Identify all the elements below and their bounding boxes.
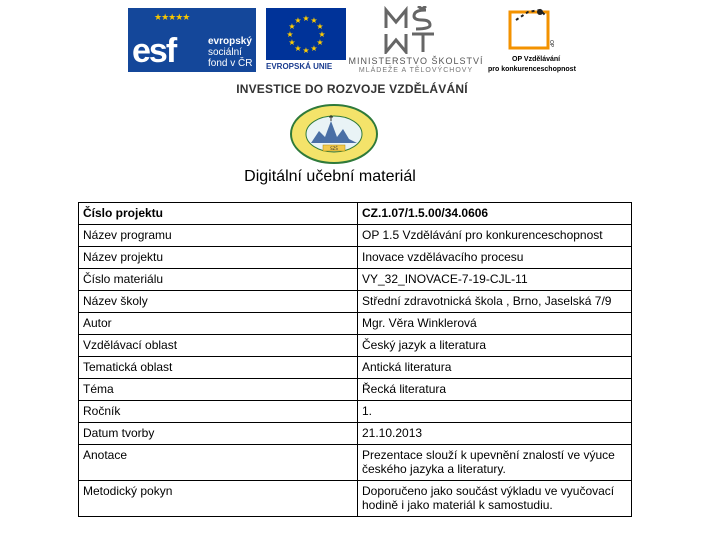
table-row (79, 225, 632, 247)
svg-text:★: ★ (310, 16, 318, 25)
table-key: Tematická oblast (79, 357, 358, 379)
table-key: Název projektu (79, 247, 358, 269)
table-row (79, 313, 632, 335)
svg-text:★: ★ (302, 46, 310, 55)
msmt-line2: MLÁDEŽE A TĚLOVÝCHOVY (358, 67, 474, 74)
table-row (79, 481, 632, 517)
eu-flag-icon (266, 8, 346, 60)
table-value: Prezentace slouží k upevnění znalostí ve výuce českého jazyka a literatury. (358, 445, 632, 481)
table-row (79, 291, 632, 313)
table-row (79, 357, 632, 379)
table-value: Řecká literatura (358, 379, 632, 401)
table-value: Český jazyk a literatura (358, 335, 632, 357)
table-row (79, 247, 632, 269)
esf-logo-letters: esf (132, 32, 176, 70)
table-key: Anotace (79, 445, 358, 481)
svg-text:★: ★ (294, 44, 302, 53)
svg-text:★: ★ (302, 14, 310, 23)
table-row (79, 423, 632, 445)
svg-text:★: ★ (294, 16, 302, 25)
table-value: Antická literatura (358, 357, 632, 379)
table-header-row (79, 203, 632, 225)
esf-logo-text: evropský sociální fond v ČR (208, 36, 253, 69)
table-value: 21.10.2013 (358, 423, 632, 445)
table-value: CZ.1.07/1.5.00/34.0606 (358, 203, 632, 225)
op-line1: OP Vzdělávání (512, 56, 561, 63)
table-key: Vzdělávací oblast (79, 335, 358, 357)
investice-banner: INVESTICE DO ROZVOJE VZDĚLÁVÁNÍ (236, 82, 468, 96)
table-value: Inovace vzdělávacího procesu (358, 247, 632, 269)
svg-text:★: ★ (288, 22, 296, 31)
table-value: Doporučeno jako součást výkladu ve vyučovací hodině i jako materiál k samostudiu. (358, 481, 632, 517)
table-row (79, 379, 632, 401)
op-mark-icon (506, 6, 554, 52)
table-value: VY_32_INOVACE-7-19-CJL-11 (358, 269, 632, 291)
school-logo-icon (287, 103, 381, 165)
op-line2: pro konkurenceschopnost (488, 66, 576, 73)
table-row (79, 335, 632, 357)
svg-text:★: ★ (288, 38, 296, 47)
table-key: Název programu (79, 225, 358, 247)
table-value: OP 1.5 Vzdělávání pro konkurenceschopnost (358, 225, 632, 247)
svg-text:SZŠ: SZŠ (330, 146, 338, 151)
op-logo (488, 6, 580, 76)
logo-bar (0, 0, 720, 110)
esf-stars-icon: ★★★★★ (154, 12, 190, 22)
table-value: Mgr. Věra Winklerová (358, 313, 632, 335)
svg-text:★: ★ (318, 30, 326, 39)
msmt-logo (348, 6, 484, 76)
svg-text:★: ★ (286, 30, 294, 39)
table-key: Název školy (79, 291, 358, 313)
table-key: Ročník (79, 401, 358, 423)
table-key: Číslo projektu (79, 203, 358, 225)
msmt-mark-icon (382, 6, 442, 54)
table-key: Téma (79, 379, 358, 401)
esf-logo (128, 8, 256, 72)
table-key: Číslo materiálu (79, 269, 358, 291)
table-key: Metodický pokyn (79, 481, 358, 517)
table-row (79, 445, 632, 481)
table-value: Střední zdravotnická škola , Brno, Jaselská 7/9 (358, 291, 632, 313)
eu-logo (266, 8, 346, 72)
svg-text:★: ★ (316, 22, 324, 31)
table-value: 1. (358, 401, 632, 423)
svg-text:★: ★ (310, 44, 318, 53)
eu-label: EVROPSKÁ UNIE (266, 62, 333, 71)
svg-text:★: ★ (316, 38, 324, 47)
table-row (79, 269, 632, 291)
table-key: Autor (79, 313, 358, 335)
msmt-line1: MINISTERSTVO ŠKOLSTVÍ (348, 56, 484, 66)
table-key: Datum tvorby (79, 423, 358, 445)
page-title: Digitální učební materiál (244, 168, 416, 185)
project-info-table (78, 202, 632, 517)
svg-text:OP: OP (548, 40, 554, 47)
table-row (79, 401, 632, 423)
